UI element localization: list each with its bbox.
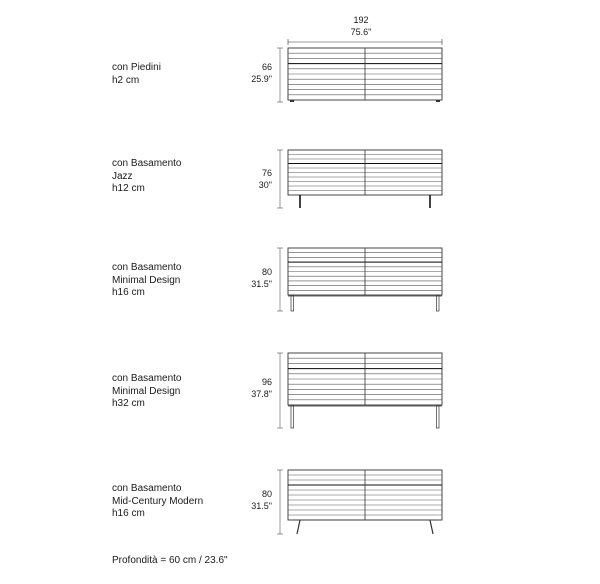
height-in: 30" bbox=[258, 179, 272, 190]
height-in: 31.5" bbox=[251, 500, 272, 511]
variant-label-line: h16 cm bbox=[112, 508, 145, 519]
sideboard-foot bbox=[436, 100, 440, 102]
sideboard-leg bbox=[437, 405, 440, 428]
height-cm: 80 bbox=[261, 267, 272, 277]
sideboard-leg bbox=[430, 520, 433, 534]
variant-label-line: Mid-Century Modern bbox=[112, 495, 204, 507]
height-cm: 66 bbox=[261, 62, 272, 72]
variant-label-line: h12 cm bbox=[112, 183, 145, 194]
height-cm: 96 bbox=[261, 377, 272, 387]
sideboard-leg bbox=[437, 295, 440, 311]
variant-label-line: h2 cm bbox=[112, 74, 140, 86]
height-cm: 80 bbox=[261, 489, 272, 499]
variant-label-line: h16 cm bbox=[112, 287, 145, 298]
variant-label-line: Minimal Design bbox=[112, 385, 181, 397]
height-in: 37.8" bbox=[251, 388, 272, 399]
sideboard-foot bbox=[290, 100, 294, 102]
sideboard-leg bbox=[297, 520, 300, 534]
overall-width-in: 75.6" bbox=[350, 26, 372, 37]
variant-label-line: con Basamento bbox=[112, 373, 182, 384]
variant-label-line: Minimal Design bbox=[112, 274, 181, 286]
height-cm: 76 bbox=[261, 168, 272, 178]
variant-label-line: h32 cm bbox=[112, 398, 145, 409]
depth-note: Profondità = 60 cm / 23.6" bbox=[112, 555, 228, 566]
overall-width-cm: 192 bbox=[353, 15, 369, 25]
sideboard-leg bbox=[291, 405, 294, 428]
variant-label-line: con Basamento bbox=[112, 158, 182, 169]
variant-label-line: Jazz bbox=[112, 170, 133, 182]
height-in: 25.9" bbox=[251, 73, 272, 84]
variant-label-line: con Basamento bbox=[112, 262, 182, 273]
sideboard-leg bbox=[291, 295, 294, 311]
height-in: 31.5" bbox=[251, 278, 272, 289]
variant-label-line: con Piedini bbox=[112, 62, 161, 73]
variant-label-line: con Basamento bbox=[112, 483, 182, 494]
